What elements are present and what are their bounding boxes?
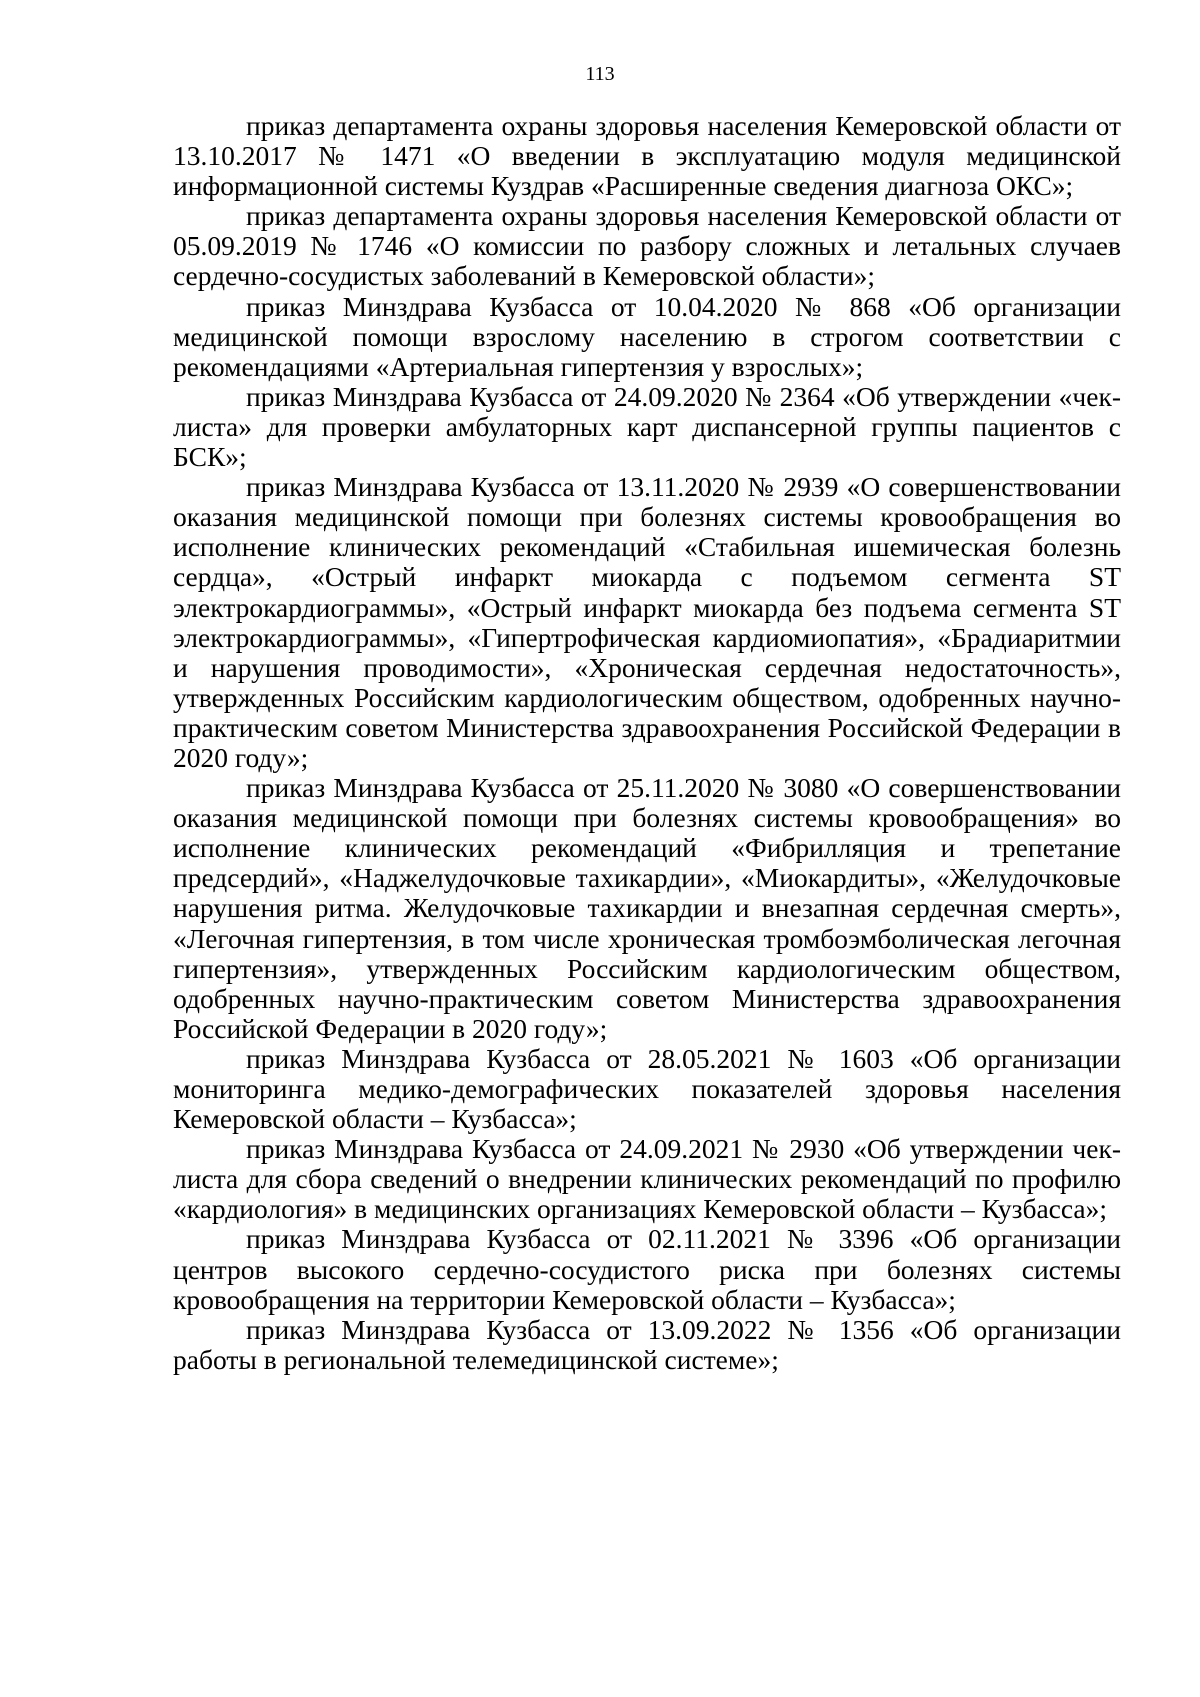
paragraph-order-1603: приказ Минздрава Кузбасса от 28.05.2021 № 1603 «Об организации мониторинга медико-демографических показателей здоровья населения Кемеровской области – Кузбасса»; <box>173 1042 1121 1135</box>
page-number: 113 <box>585 63 615 85</box>
paragraph-order-3396: приказ Минздрава Кузбасса от 02.11.2021 № 3396 «Об организации центров высокого сердечно-сосудистого риска при болезнях системы кровообращения на территории Кемеровской области – Кузбасса»; <box>173 1223 1121 1315</box>
paragraph-order-3080: приказ Минздрава Кузбасса от 25.11.2020 № 3080 «О совершенствовании оказания медицинской помощи при болезнях системы кровообращения» во исполнение клинических рекомендаций «Фибрилляция и трепетание предсердий», «Наджелудочковые тахикардии», «Миокардиты», «Желудочковые нарушения ритма. Желудочковые тахикардии и внезапная сердечная смерть», «Легочная гипертензия, в том числе хроническая тромбоэмболическая легочная гипертензия», утвержденных Российским кардиологическим обществом, одобренных научно-практическим советом Министерства здравоохранения Российской Федерации в 2020 году»; <box>173 772 1121 1044</box>
paragraph-order-1356: приказ Минздрава Кузбасса от 13.09.2022 № 1356 «Об организации работы в региональной телемедицинской системе»; <box>173 1313 1121 1375</box>
paragraph-order-2364: приказ Минздрава Кузбасса от 24.09.2020 № 2364 «Об утверждении «чек-листа» для проверки амбулаторных карт диспансерной группы пациентов с БСК»; <box>173 380 1121 473</box>
document-body <box>173 111 1121 1375</box>
paragraph-order-2939: приказ Минздрава Кузбасса от 13.11.2020 № 2939 «О совершенствовании оказания медицинской помощи при болезнях системы кровообращения во исполнение клинических рекомендаций «Стабильная ишемическая болезнь сердца», «Острый инфаркт миокарда с подъемом сегмента ST электрокардиограммы», «Острый инфаркт миокарда без подъема сегмента ST электрокардиограммы», «Гипертрофическая кардиомиопатия», «Брадиаритмии и нарушения проводимости», «Хроническая сердечная недостаточность», утвержденных Российским кардиологическим обществом, одобренных научно-практическим советом Министерства здравоохранения Российской Федерации в 2020 году»; <box>173 471 1121 773</box>
paragraph-order-1746: приказ департамента охраны здоровья населения Кемеровской области от 05.09.2019 № 1746 «О комиссии по разбору сложных и летальных случаев сердечно-сосудистых заболеваний в Кемеровской области»; <box>173 200 1121 292</box>
paragraph-order-868: приказ Минздрава Кузбасса от 10.04.2020 № 868 «Об организации медицинской помощи взрослому населению в строгом соответствии с рекомендациями «Артериальная гипертензия у взрослых»; <box>173 290 1121 382</box>
paragraph-order-2930: приказ Минздрава Кузбасса от 24.09.2021 № 2930 «Об утверждении чек-листа для сбора сведений о внедрении клинических рекомендаций по профилю «кардиология» в медицинских организациях Кемеровской области – Кузбасса»; <box>173 1133 1121 1225</box>
paragraph-order-1471: приказ департамента охраны здоровья населения Кемеровской области от 13.10.2017 № 1471 «О введении в эксплуатацию модуля медицинской информационной системы Куздрав «Расширенные сведения диагноза ОКС»; <box>173 110 1121 202</box>
